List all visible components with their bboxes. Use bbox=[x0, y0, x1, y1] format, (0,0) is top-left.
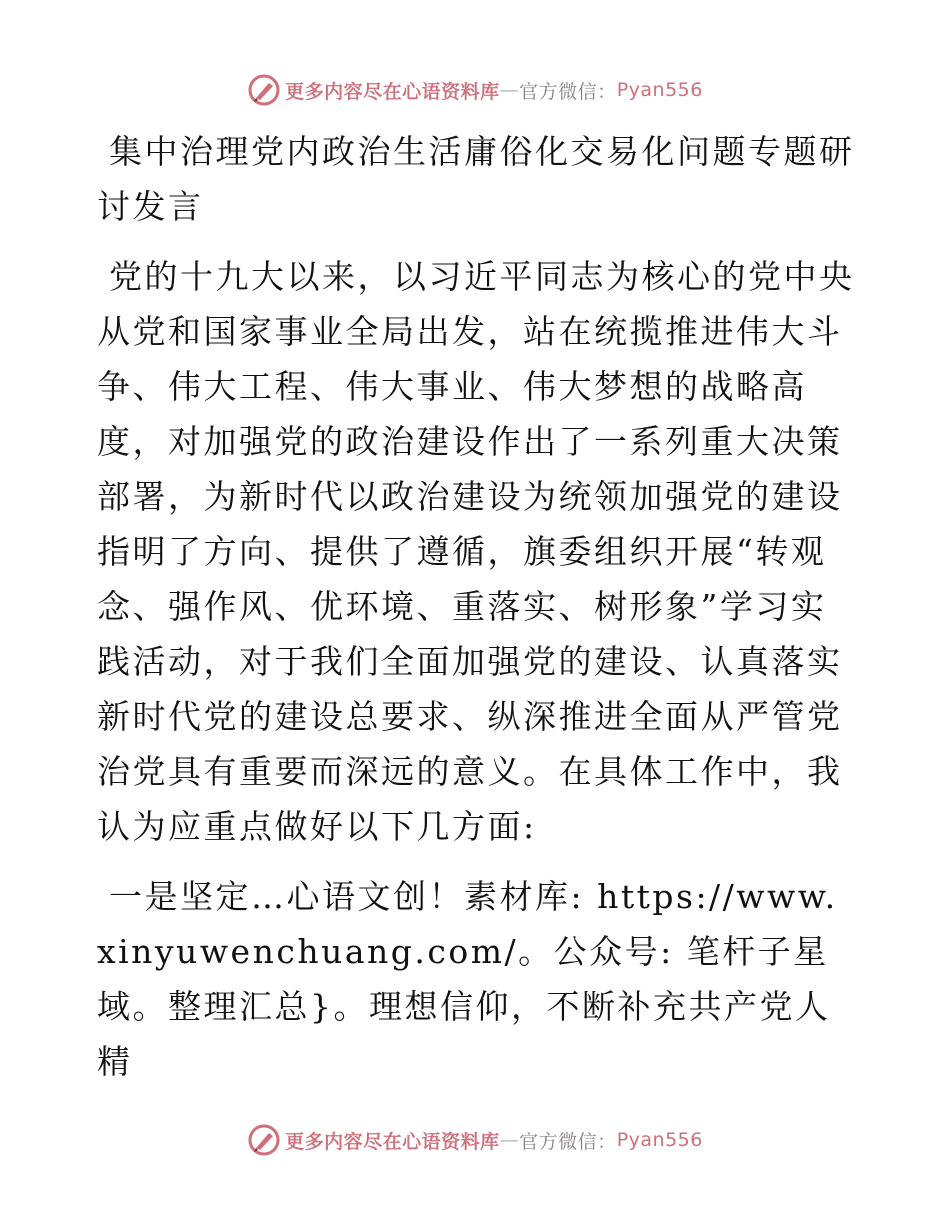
watermark-main-text: 更多内容尽在心语资料库 bbox=[285, 1130, 500, 1153]
watermark-footer bbox=[0, 1120, 950, 1160]
document-title: 集中治理党内政治生活庸俗化交易化问题专题研讨发言 bbox=[97, 132, 855, 226]
watermark-main-text: 更多内容尽在心语资料库 bbox=[285, 80, 500, 103]
paragraph-intro: 党的十九大以来，以习近平同志为核心的党中央从党和国家事业全局出发，站在统揽推进伟大斗争、伟大工程、伟大事业、伟大梦想的战略高度，对加强党的政治建设作出了一系列重大决策部署，为新时代以政治建设为统领加强党的建设指明了方向、提供了遵循，旗委组织开展“转观念、强作风、优环境、重落实、树形象”学习实践活动，对于我们全面加强党的建设、认真落实新时代党的建设总要求、纵深推进全面从严管党治党具有重要而深远的意义。在具体工作中，我认为应重点做好以下几方面: bbox=[97, 257, 855, 846]
watermark-separator: — bbox=[499, 79, 520, 101]
watermark-header bbox=[0, 70, 950, 110]
watermark-wechat-id: Pyan556 bbox=[616, 79, 703, 101]
pen-logo-icon bbox=[247, 73, 281, 107]
document-body bbox=[97, 124, 857, 1089]
watermark-wechat-label: 官方微信： bbox=[519, 1130, 617, 1153]
watermark-wechat-id: Pyan556 bbox=[616, 1129, 703, 1151]
paragraph-point-one: 一是坚定…心语文创！素材库: https://www.xinyuwenchuang.com/。公众号: 笔杆子星域。整理汇总}。理想信仰，不断补充共产党人精 bbox=[97, 877, 838, 1081]
pen-logo-icon bbox=[247, 1123, 281, 1157]
watermark-wechat-label: 官方微信： bbox=[519, 80, 617, 103]
watermark-separator: — bbox=[499, 1129, 520, 1151]
